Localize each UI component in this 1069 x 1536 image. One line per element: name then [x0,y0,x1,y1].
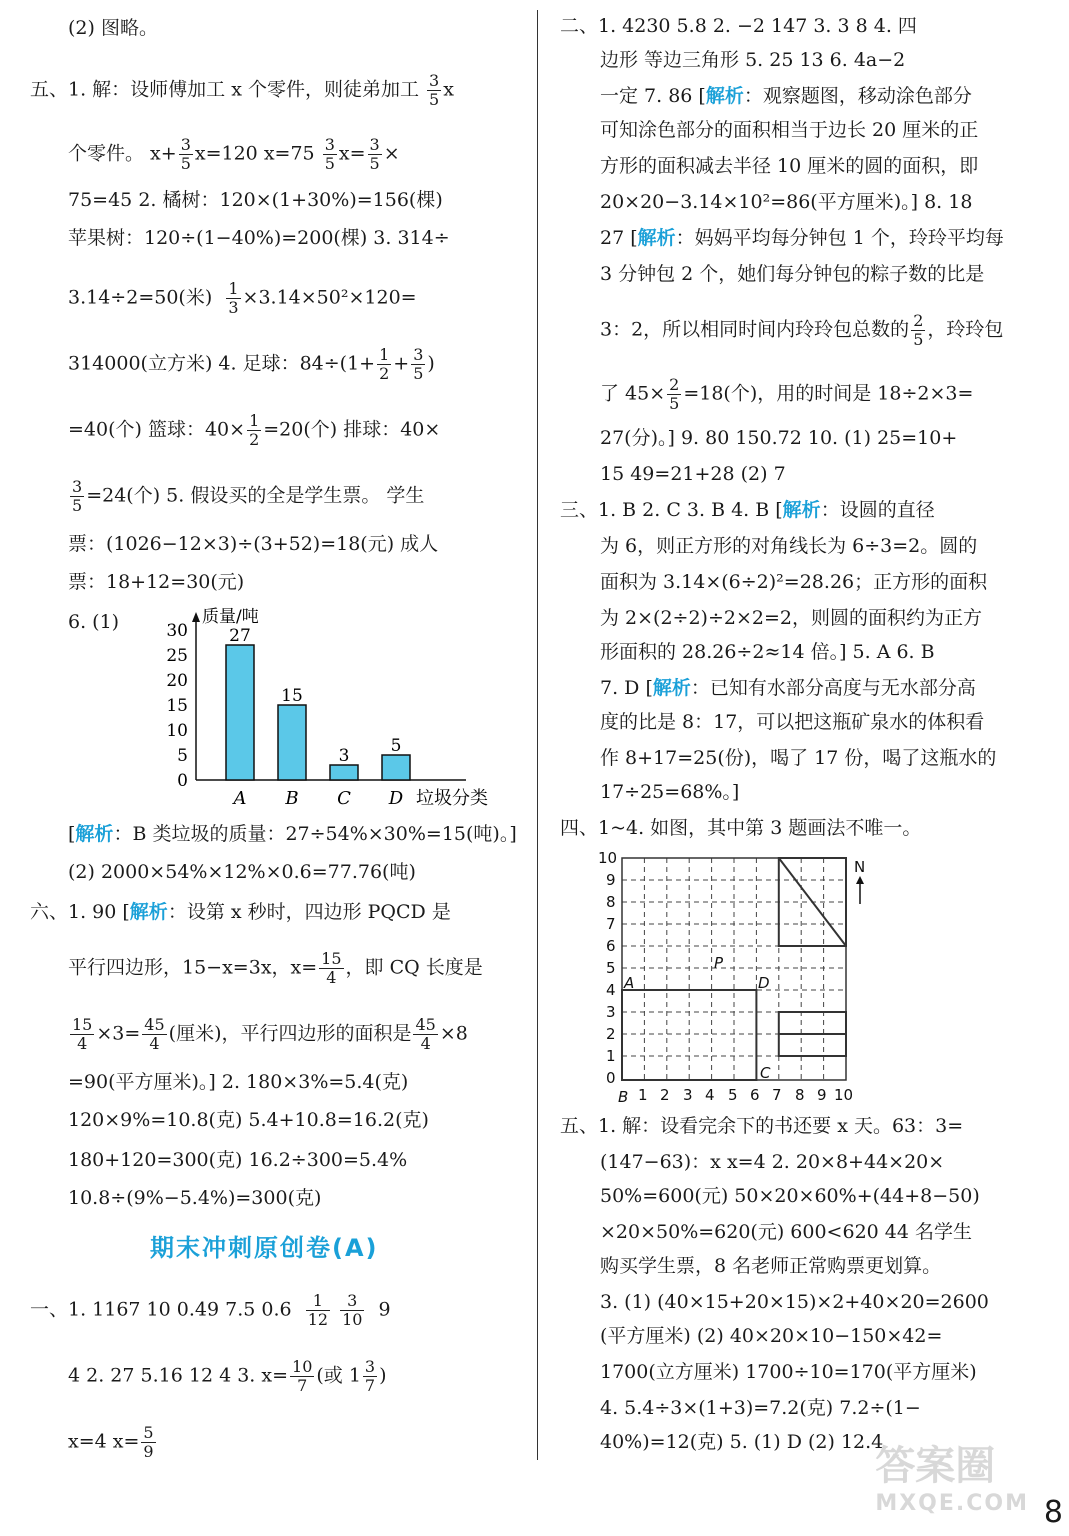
answer-line: 度的比是 8：17，可以把这瓶矿泉水的体积看 [600,711,985,733]
y-axis-label: 质量/吨 [202,607,259,627]
answer-line: 314000(立方米) 4. 足球：84÷(1+ $\frac{1}{2}$ + $\frac{3}{5}$ ) [68,345,435,383]
grid-ytick: 10 [598,849,618,867]
hint-label: 解析 [705,85,744,107]
answer-line: 方形的面积减去半径 10 厘米的圆的面积，即 [600,155,979,177]
hint-label: 解析 [652,677,691,699]
grid-ytick: 1 [606,1047,616,1065]
answer-line: 20×20−3.14×10²=86(平方厘米)。] 8. 18 [600,191,973,213]
bar [278,705,306,780]
hint-label: 解析 [637,227,676,249]
answer-line: 为 2×(2÷2)÷2×2=2，则圆的面积约为正方 [600,607,982,629]
point-label-c: C [760,1064,771,1082]
answer-line: 4. 5.4÷3×(1+3)=7.2(克) 7.2÷(1− [600,1397,921,1419]
answer-line: 1700(立方厘米) 1700÷10=170(平方厘米) [600,1361,977,1383]
y-tick-label: 30 [166,621,188,641]
answer-line: 可知涂色部分的面积相当于边长 20 厘米的正 [600,119,979,141]
answer-line: [解析：B 类垃圾的质量：27÷54%×30%=15(吨)。] [68,823,517,845]
hint-label: 解析 [129,901,168,923]
grid-ytick: 6 [606,937,616,955]
answer-line: 3 分钟包 2 个，她们每分钟包的粽子数的比是 [600,263,985,285]
answer-line: 为 6，则正方形的对角线长为 6÷3=2。圆的 [600,535,978,557]
answer-line: =90(平方厘米)。] 2. 180×3%=5.4(克) [68,1071,409,1093]
category-label: C [337,788,351,809]
bar [330,765,358,780]
answer-line: 50%=600(元) 50×20×60%+(44+8−50) [600,1185,980,1207]
y-tick-label: 5 [177,746,188,766]
grid-xtick: 4 [705,1086,715,1104]
answer-line: 购买学生票，8 名老师正常购票更划算。 [600,1255,942,1277]
answer-line: 17÷25=68%。] [600,781,740,803]
grid-xtick: 7 [772,1086,782,1104]
grid-ytick: 8 [606,893,616,911]
bar [382,755,410,780]
point-label-a: A [624,974,635,992]
answer-line: 3.14÷2=50(米) $\frac{1}{3}$ ×3.14×50²×120= [68,279,417,317]
bar [226,645,254,780]
bar-value-label: 5 [390,736,402,756]
answer-line: 面积为 3.14×(6÷2)²=28.26；正方形的面积 [600,571,988,593]
grid-ytick: 0 [606,1069,616,1087]
category-label: A [233,788,247,809]
answer-line: 六、1. 90 [解析：设第 x 秒时，四边形 PQCD 是 [30,901,451,923]
grid-xtick: 3 [683,1086,693,1104]
grid-ytick: 2 [606,1025,616,1043]
category-label: D [388,788,404,809]
answer-line: (2) 图略。 [68,17,158,39]
answer-line: 40%)=12(克) 5. (1) D (2) 12.4 [600,1431,884,1453]
answer-line: 平行四边形，15−x=3x，x= $\frac{15}{4}$ ，即 CQ 长度是 [68,949,483,987]
answer-line: 3. (1) (40×15+20×15)×2+40×20=2600 [600,1291,989,1313]
answer-line: 120×9%=10.8(克) 5.4+10.8=16.2(克) [68,1109,429,1131]
answer-line: 75=45 2. 橘树：120×(1+30%)=156(棵) [68,189,443,211]
column-divider [537,10,538,1460]
answer-line: 二、1. 4230 5.8 2. −2 147 3. 3 8 4. 四 [560,15,917,37]
answer-line: 一定 7. 86 [解析：观察题图，移动涂色部分 [600,85,972,107]
grid-xtick: 2 [660,1086,670,1104]
section-title: 期末冲刺原创卷(A) [150,1234,379,1262]
grid-ytick: 4 [606,981,616,999]
answer-line: 180+120=300(克) 16.2÷300=5.4% [68,1149,408,1171]
y-tick-label: 10 [166,721,188,741]
answer-line: 三、1. B 2. C 3. B 4. B [解析：设圆的直径 [560,499,935,521]
grid-xtick: 8 [795,1086,805,1104]
y-tick-label: 25 [166,646,188,666]
answer-line: 票：(1026−12×3)÷(3+52)=18(元) 成人 [68,533,439,555]
answer-line: 3：2，所以相同时间内玲玲包总数的 $\frac{2}{5}$ ，玲玲包 [600,311,1004,349]
answer-line: 形面积的 28.26÷2≈14 倍。] 5. A 6. B [600,641,935,663]
answer-line: 6. (1) [68,611,120,633]
point-label-p: P [714,954,724,972]
answer-line: (平方厘米) (2) 40×20×10−150×42= [600,1325,943,1347]
y-axis-arrow-icon [192,612,200,622]
grid-xtick: 6 [750,1086,760,1104]
grid-xtick: 1 [638,1086,648,1104]
category-label: B [285,788,299,809]
answer-line: 四、1~4. 如图，其中第 3 题画法不唯一。 [560,817,922,839]
coordinate-grid [596,846,896,1108]
answer-line: 一、1. 1167 10 0.49 7.5 0.6 $\frac{1}{12}$ $\frac{3}{10}$ 9 [30,1291,391,1329]
grid-xtick: 9 [817,1086,827,1104]
answer-line: 10.8÷(9%−5.4%)=300(克) [68,1187,322,1209]
answer-line: 7. D [解析：已知有水部分高度与无水部分高 [600,677,976,699]
x-axis-label: 垃圾分类 [416,788,488,809]
answer-line: 27(分)。] 9. 80 150.72 10. (1) 25=10+ [600,427,958,449]
fraction: $\frac{3}{5}$ [429,71,440,109]
answer-line: 15 49=21+28 (2) 7 [600,463,786,485]
answer-line: 了 45× $\frac{2}{5}$ =18(个)，用的时间是 18÷2×3= [600,375,974,413]
bar-value-label: 15 [281,686,303,706]
answer-line: $\frac{3}{5}$ =24(个) 5. 假设买的全是学生票。 学生 [72,477,425,515]
answer-line: $\frac{15}{4}$ ×3= $\frac{45}{4}$ (厘米)，平行四边形的面积是 $\frac{45}{4}$ ×8 [72,1015,468,1053]
grid-ytick: 7 [606,915,616,933]
answer-line: 作 8+17=25(份)，喝了 17 份，喝了这瓶水的 [600,747,997,769]
point-label-d: D [758,974,770,992]
answer-line: (147−63)：x x=4 2. 20×8+44×20× [600,1151,945,1173]
answer-line: =40(个) 篮球：40× $\frac{1}{2}$ =20(个) 排球：40× [68,411,441,449]
answer-line: x=4 x= $\frac{5}{9}$ [68,1423,154,1461]
grid-ytick: 3 [606,1003,616,1021]
answer-line: (2) 2000×54%×12%×0.6=77.76(吨) [68,861,416,883]
answer-line: 个零件。 x+ $\frac{3}{5}$ x=120 x=75 $\frac{3}{5}$ x= $\frac{3}{5}$ × [68,135,400,173]
answer-line: 27 [解析：妈妈平均每分钟包 1 个，玲玲平均每 [600,227,1004,249]
north-arrow-icon [856,876,864,904]
y-tick-label: 15 [166,696,188,716]
bar-value-label: 3 [338,746,350,766]
grid-xtick: 10 [834,1086,854,1104]
answer-line: 4 2. 27 5.16 12 4 3. x= $\frac{10}{7}$ (或 1 $\frac{3}{7}$ ) [68,1357,387,1395]
grid-ytick: 9 [606,871,616,889]
y-tick-label: 20 [166,671,188,691]
watermark-logo: 答案圈 MXQE.COM [875,1443,1029,1516]
answer-line: 五、1. 解：设师傅加工 x 个零件，则徒弟加工 $\frac{3}{5}$ x [30,71,454,109]
y-tick-label: 0 [177,771,188,791]
answer-line: 边形 等边三角形 5. 25 13 6. 4a−2 [600,49,906,71]
page-number: 8 [1043,1495,1063,1530]
answer-line: 苹果树：120÷(1−40%)=200(棵) 3. 314÷ [68,227,450,249]
answer-line: 五、1. 解：设看完余下的书还要 x 天。63：3= [560,1115,964,1137]
grid-ytick: 5 [606,959,616,977]
bar-chart [130,600,510,810]
point-label-b: B [618,1088,629,1106]
hint-label: 解析 [75,823,114,845]
north-label: N [854,858,866,876]
answer-line: ×20×50%=620(元) 600<620 44 名学生 [600,1221,973,1243]
bar-value-label: 27 [229,626,251,646]
answer-line: 票：18+12=30(元) [68,571,245,593]
hint-label: 解析 [782,499,821,521]
grid-xtick: 5 [728,1086,738,1104]
